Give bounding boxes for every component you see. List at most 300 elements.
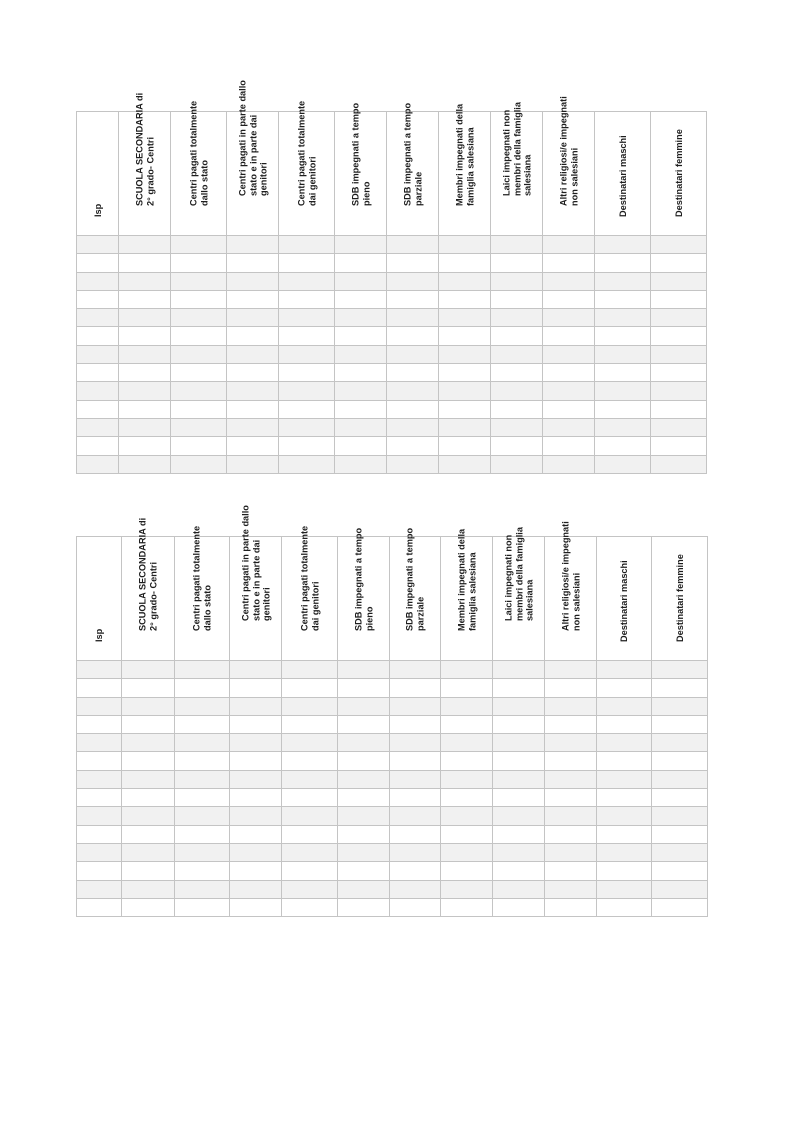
table-cell[interactable] xyxy=(597,661,652,679)
table-cell[interactable] xyxy=(543,437,595,455)
table-cell[interactable] xyxy=(338,789,390,807)
table-cell[interactable] xyxy=(230,734,282,752)
table-cell[interactable] xyxy=(230,715,282,733)
table-cell[interactable] xyxy=(282,752,338,770)
table-cell[interactable] xyxy=(390,880,441,898)
table-cell[interactable] xyxy=(335,437,387,455)
table-cell[interactable] xyxy=(595,272,651,290)
table-cell[interactable] xyxy=(77,807,122,825)
table-cell[interactable] xyxy=(282,697,338,715)
table-cell[interactable] xyxy=(652,661,708,679)
table-cell[interactable] xyxy=(77,862,122,880)
table-cell[interactable] xyxy=(545,898,597,916)
table-cell[interactable] xyxy=(77,679,122,697)
table-cell[interactable] xyxy=(338,825,390,843)
table-cell[interactable] xyxy=(493,715,545,733)
table-cell[interactable] xyxy=(77,825,122,843)
table-cell[interactable] xyxy=(175,770,230,788)
table-cell[interactable] xyxy=(545,734,597,752)
table-cell[interactable] xyxy=(595,455,651,473)
table-cell[interactable] xyxy=(335,364,387,382)
table-cell[interactable] xyxy=(171,327,227,345)
table-cell[interactable] xyxy=(543,418,595,436)
table-cell[interactable] xyxy=(543,327,595,345)
table-cell[interactable] xyxy=(595,236,651,254)
table-cell[interactable] xyxy=(335,400,387,418)
table-cell[interactable] xyxy=(230,825,282,843)
table-cell[interactable] xyxy=(543,400,595,418)
table-cell[interactable] xyxy=(652,752,708,770)
table-cell[interactable] xyxy=(595,327,651,345)
table-cell[interactable] xyxy=(387,418,439,436)
table-cell[interactable] xyxy=(335,272,387,290)
table-cell[interactable] xyxy=(439,345,491,363)
table-cell[interactable] xyxy=(652,807,708,825)
table-cell[interactable] xyxy=(122,789,175,807)
table-cell[interactable] xyxy=(441,734,493,752)
table-cell[interactable] xyxy=(175,734,230,752)
table-cell[interactable] xyxy=(543,290,595,308)
table-cell[interactable] xyxy=(230,661,282,679)
table-cell[interactable] xyxy=(122,770,175,788)
table-cell[interactable] xyxy=(387,400,439,418)
table-cell[interactable] xyxy=(493,807,545,825)
table-cell[interactable] xyxy=(335,236,387,254)
table-cell[interactable] xyxy=(651,400,707,418)
table-cell[interactable] xyxy=(171,382,227,400)
table-cell[interactable] xyxy=(545,752,597,770)
table-cell[interactable] xyxy=(227,272,279,290)
table-cell[interactable] xyxy=(595,309,651,327)
table-cell[interactable] xyxy=(230,697,282,715)
table-cell[interactable] xyxy=(122,843,175,861)
table-cell[interactable] xyxy=(652,697,708,715)
table-cell[interactable] xyxy=(175,679,230,697)
table-cell[interactable] xyxy=(77,400,119,418)
table-cell[interactable] xyxy=(439,418,491,436)
table-cell[interactable] xyxy=(491,418,543,436)
table-cell[interactable] xyxy=(282,661,338,679)
table-cell[interactable] xyxy=(390,697,441,715)
table-cell[interactable] xyxy=(390,734,441,752)
table-cell[interactable] xyxy=(230,789,282,807)
table-cell[interactable] xyxy=(122,679,175,697)
table-cell[interactable] xyxy=(652,789,708,807)
table-cell[interactable] xyxy=(175,807,230,825)
table-cell[interactable] xyxy=(122,898,175,916)
table-cell[interactable] xyxy=(390,843,441,861)
table-cell[interactable] xyxy=(335,455,387,473)
table-cell[interactable] xyxy=(597,770,652,788)
table-cell[interactable] xyxy=(652,715,708,733)
table-cell[interactable] xyxy=(227,290,279,308)
table-cell[interactable] xyxy=(545,715,597,733)
table-cell[interactable] xyxy=(652,862,708,880)
table-cell[interactable] xyxy=(335,309,387,327)
table-cell[interactable] xyxy=(491,272,543,290)
table-cell[interactable] xyxy=(338,661,390,679)
table-cell[interactable] xyxy=(119,272,171,290)
table-cell[interactable] xyxy=(338,715,390,733)
table-cell[interactable] xyxy=(175,697,230,715)
table-cell[interactable] xyxy=(651,309,707,327)
table-cell[interactable] xyxy=(227,309,279,327)
table-cell[interactable] xyxy=(652,734,708,752)
table-cell[interactable] xyxy=(77,272,119,290)
table-cell[interactable] xyxy=(493,697,545,715)
table-cell[interactable] xyxy=(491,309,543,327)
table-cell[interactable] xyxy=(230,843,282,861)
table-cell[interactable] xyxy=(441,862,493,880)
table-cell[interactable] xyxy=(390,898,441,916)
table-cell[interactable] xyxy=(119,455,171,473)
table-cell[interactable] xyxy=(439,382,491,400)
table-cell[interactable] xyxy=(652,825,708,843)
table-cell[interactable] xyxy=(338,843,390,861)
table-cell[interactable] xyxy=(595,345,651,363)
table-cell[interactable] xyxy=(119,345,171,363)
table-cell[interactable] xyxy=(595,437,651,455)
table-cell[interactable] xyxy=(279,254,335,272)
table-cell[interactable] xyxy=(651,364,707,382)
table-cell[interactable] xyxy=(335,254,387,272)
table-cell[interactable] xyxy=(119,236,171,254)
table-cell[interactable] xyxy=(77,254,119,272)
table-cell[interactable] xyxy=(597,862,652,880)
table-cell[interactable] xyxy=(279,418,335,436)
table-cell[interactable] xyxy=(338,862,390,880)
table-cell[interactable] xyxy=(441,715,493,733)
table-cell[interactable] xyxy=(439,290,491,308)
table-cell[interactable] xyxy=(491,236,543,254)
table-cell[interactable] xyxy=(493,898,545,916)
table-cell[interactable] xyxy=(119,364,171,382)
table-cell[interactable] xyxy=(122,880,175,898)
table-cell[interactable] xyxy=(491,327,543,345)
table-cell[interactable] xyxy=(491,455,543,473)
table-cell[interactable] xyxy=(439,309,491,327)
table-cell[interactable] xyxy=(227,455,279,473)
table-cell[interactable] xyxy=(279,364,335,382)
table-cell[interactable] xyxy=(651,418,707,436)
table-cell[interactable] xyxy=(338,898,390,916)
table-cell[interactable] xyxy=(171,455,227,473)
table-cell[interactable] xyxy=(545,807,597,825)
table-cell[interactable] xyxy=(387,345,439,363)
table-cell[interactable] xyxy=(282,679,338,697)
table-cell[interactable] xyxy=(227,437,279,455)
table-cell[interactable] xyxy=(227,327,279,345)
table-cell[interactable] xyxy=(77,236,119,254)
table-cell[interactable] xyxy=(338,880,390,898)
table-cell[interactable] xyxy=(119,400,171,418)
table-cell[interactable] xyxy=(335,290,387,308)
table-cell[interactable] xyxy=(119,418,171,436)
table-cell[interactable] xyxy=(651,272,707,290)
table-cell[interactable] xyxy=(545,661,597,679)
table-cell[interactable] xyxy=(387,437,439,455)
table-cell[interactable] xyxy=(77,843,122,861)
table-cell[interactable] xyxy=(227,345,279,363)
table-cell[interactable] xyxy=(77,752,122,770)
table-cell[interactable] xyxy=(597,807,652,825)
table-cell[interactable] xyxy=(390,862,441,880)
table-cell[interactable] xyxy=(77,789,122,807)
table-cell[interactable] xyxy=(171,364,227,382)
table-cell[interactable] xyxy=(390,679,441,697)
table-cell[interactable] xyxy=(595,418,651,436)
table-cell[interactable] xyxy=(390,789,441,807)
table-cell[interactable] xyxy=(175,789,230,807)
table-cell[interactable] xyxy=(175,880,230,898)
table-cell[interactable] xyxy=(119,382,171,400)
table-cell[interactable] xyxy=(171,272,227,290)
table-cell[interactable] xyxy=(652,880,708,898)
table-cell[interactable] xyxy=(390,715,441,733)
table-cell[interactable] xyxy=(595,254,651,272)
table-cell[interactable] xyxy=(387,290,439,308)
table-cell[interactable] xyxy=(441,880,493,898)
table-cell[interactable] xyxy=(543,254,595,272)
table-cell[interactable] xyxy=(491,345,543,363)
table-cell[interactable] xyxy=(279,272,335,290)
table-cell[interactable] xyxy=(387,309,439,327)
table-cell[interactable] xyxy=(122,734,175,752)
table-cell[interactable] xyxy=(122,715,175,733)
table-cell[interactable] xyxy=(171,418,227,436)
table-cell[interactable] xyxy=(595,382,651,400)
table-cell[interactable] xyxy=(77,327,119,345)
table-cell[interactable] xyxy=(338,697,390,715)
table-cell[interactable] xyxy=(651,254,707,272)
table-cell[interactable] xyxy=(122,807,175,825)
table-cell[interactable] xyxy=(279,382,335,400)
table-cell[interactable] xyxy=(227,364,279,382)
table-cell[interactable] xyxy=(230,679,282,697)
table-cell[interactable] xyxy=(77,309,119,327)
table-cell[interactable] xyxy=(230,807,282,825)
table-cell[interactable] xyxy=(597,679,652,697)
table-cell[interactable] xyxy=(652,898,708,916)
table-cell[interactable] xyxy=(119,254,171,272)
table-cell[interactable] xyxy=(122,697,175,715)
table-cell[interactable] xyxy=(441,825,493,843)
table-cell[interactable] xyxy=(390,807,441,825)
table-cell[interactable] xyxy=(338,734,390,752)
table-cell[interactable] xyxy=(439,327,491,345)
table-cell[interactable] xyxy=(543,309,595,327)
table-cell[interactable] xyxy=(597,898,652,916)
table-cell[interactable] xyxy=(491,437,543,455)
table-cell[interactable] xyxy=(171,400,227,418)
table-cell[interactable] xyxy=(387,236,439,254)
table-cell[interactable] xyxy=(652,843,708,861)
table-cell[interactable] xyxy=(595,364,651,382)
table-cell[interactable] xyxy=(543,382,595,400)
table-cell[interactable] xyxy=(441,807,493,825)
table-cell[interactable] xyxy=(171,290,227,308)
table-cell[interactable] xyxy=(651,290,707,308)
table-cell[interactable] xyxy=(230,862,282,880)
table-cell[interactable] xyxy=(338,679,390,697)
table-cell[interactable] xyxy=(279,290,335,308)
table-cell[interactable] xyxy=(493,862,545,880)
table-cell[interactable] xyxy=(441,679,493,697)
table-cell[interactable] xyxy=(545,789,597,807)
table-cell[interactable] xyxy=(545,825,597,843)
table-cell[interactable] xyxy=(282,898,338,916)
table-cell[interactable] xyxy=(493,789,545,807)
table-cell[interactable] xyxy=(543,272,595,290)
table-cell[interactable] xyxy=(279,309,335,327)
table-cell[interactable] xyxy=(175,898,230,916)
table-cell[interactable] xyxy=(338,752,390,770)
table-cell[interactable] xyxy=(175,862,230,880)
table-cell[interactable] xyxy=(491,290,543,308)
table-cell[interactable] xyxy=(227,400,279,418)
table-cell[interactable] xyxy=(439,254,491,272)
table-cell[interactable] xyxy=(387,327,439,345)
table-cell[interactable] xyxy=(651,455,707,473)
table-cell[interactable] xyxy=(279,437,335,455)
table-cell[interactable] xyxy=(543,236,595,254)
table-cell[interactable] xyxy=(122,661,175,679)
table-cell[interactable] xyxy=(439,437,491,455)
table-cell[interactable] xyxy=(175,843,230,861)
table-cell[interactable] xyxy=(77,382,119,400)
table-cell[interactable] xyxy=(595,290,651,308)
table-cell[interactable] xyxy=(545,862,597,880)
table-cell[interactable] xyxy=(119,327,171,345)
table-cell[interactable] xyxy=(282,734,338,752)
table-cell[interactable] xyxy=(543,364,595,382)
table-cell[interactable] xyxy=(338,770,390,788)
table-cell[interactable] xyxy=(545,679,597,697)
table-cell[interactable] xyxy=(595,400,651,418)
table-cell[interactable] xyxy=(279,327,335,345)
table-cell[interactable] xyxy=(171,309,227,327)
table-cell[interactable] xyxy=(77,290,119,308)
table-cell[interactable] xyxy=(282,770,338,788)
table-cell[interactable] xyxy=(441,697,493,715)
table-cell[interactable] xyxy=(282,880,338,898)
table-cell[interactable] xyxy=(390,825,441,843)
table-cell[interactable] xyxy=(543,455,595,473)
table-cell[interactable] xyxy=(651,345,707,363)
table-cell[interactable] xyxy=(387,254,439,272)
table-cell[interactable] xyxy=(119,437,171,455)
table-cell[interactable] xyxy=(77,455,119,473)
table-cell[interactable] xyxy=(119,309,171,327)
table-cell[interactable] xyxy=(441,752,493,770)
table-cell[interactable] xyxy=(491,382,543,400)
table-cell[interactable] xyxy=(230,752,282,770)
table-cell[interactable] xyxy=(441,843,493,861)
table-cell[interactable] xyxy=(493,880,545,898)
table-cell[interactable] xyxy=(545,697,597,715)
table-cell[interactable] xyxy=(122,825,175,843)
table-cell[interactable] xyxy=(77,697,122,715)
table-cell[interactable] xyxy=(387,382,439,400)
table-cell[interactable] xyxy=(175,715,230,733)
table-cell[interactable] xyxy=(493,734,545,752)
table-cell[interactable] xyxy=(122,752,175,770)
table-cell[interactable] xyxy=(227,236,279,254)
table-cell[interactable] xyxy=(387,272,439,290)
table-cell[interactable] xyxy=(171,437,227,455)
table-cell[interactable] xyxy=(387,364,439,382)
table-cell[interactable] xyxy=(171,345,227,363)
table-cell[interactable] xyxy=(122,862,175,880)
table-cell[interactable] xyxy=(390,752,441,770)
table-cell[interactable] xyxy=(543,345,595,363)
table-cell[interactable] xyxy=(282,789,338,807)
table-cell[interactable] xyxy=(390,770,441,788)
table-cell[interactable] xyxy=(545,770,597,788)
table-cell[interactable] xyxy=(282,825,338,843)
table-cell[interactable] xyxy=(441,898,493,916)
table-cell[interactable] xyxy=(493,661,545,679)
table-cell[interactable] xyxy=(77,345,119,363)
table-cell[interactable] xyxy=(77,880,122,898)
table-cell[interactable] xyxy=(439,236,491,254)
table-cell[interactable] xyxy=(282,807,338,825)
table-cell[interactable] xyxy=(77,364,119,382)
table-cell[interactable] xyxy=(439,364,491,382)
table-cell[interactable] xyxy=(651,437,707,455)
table-cell[interactable] xyxy=(279,345,335,363)
table-cell[interactable] xyxy=(439,400,491,418)
table-cell[interactable] xyxy=(441,661,493,679)
table-cell[interactable] xyxy=(77,734,122,752)
table-cell[interactable] xyxy=(77,437,119,455)
table-cell[interactable] xyxy=(77,715,122,733)
table-cell[interactable] xyxy=(597,825,652,843)
table-cell[interactable] xyxy=(335,382,387,400)
table-cell[interactable] xyxy=(491,400,543,418)
table-cell[interactable] xyxy=(175,661,230,679)
table-cell[interactable] xyxy=(493,752,545,770)
table-cell[interactable] xyxy=(651,327,707,345)
table-cell[interactable] xyxy=(545,880,597,898)
table-cell[interactable] xyxy=(175,752,230,770)
table-cell[interactable] xyxy=(77,898,122,916)
table-cell[interactable] xyxy=(597,697,652,715)
table-cell[interactable] xyxy=(338,807,390,825)
table-cell[interactable] xyxy=(282,862,338,880)
table-cell[interactable] xyxy=(491,254,543,272)
table-cell[interactable] xyxy=(387,455,439,473)
table-cell[interactable] xyxy=(227,254,279,272)
table-cell[interactable] xyxy=(493,825,545,843)
table-cell[interactable] xyxy=(227,382,279,400)
table-cell[interactable] xyxy=(597,843,652,861)
table-cell[interactable] xyxy=(279,400,335,418)
table-cell[interactable] xyxy=(77,770,122,788)
table-cell[interactable] xyxy=(651,236,707,254)
table-cell[interactable] xyxy=(279,236,335,254)
table-cell[interactable] xyxy=(119,290,171,308)
table-cell[interactable] xyxy=(493,679,545,697)
table-cell[interactable] xyxy=(230,880,282,898)
table-cell[interactable] xyxy=(545,843,597,861)
table-cell[interactable] xyxy=(597,880,652,898)
table-cell[interactable] xyxy=(439,272,491,290)
table-cell[interactable] xyxy=(230,770,282,788)
table-cell[interactable] xyxy=(230,898,282,916)
table-cell[interactable] xyxy=(390,661,441,679)
table-cell[interactable] xyxy=(335,327,387,345)
